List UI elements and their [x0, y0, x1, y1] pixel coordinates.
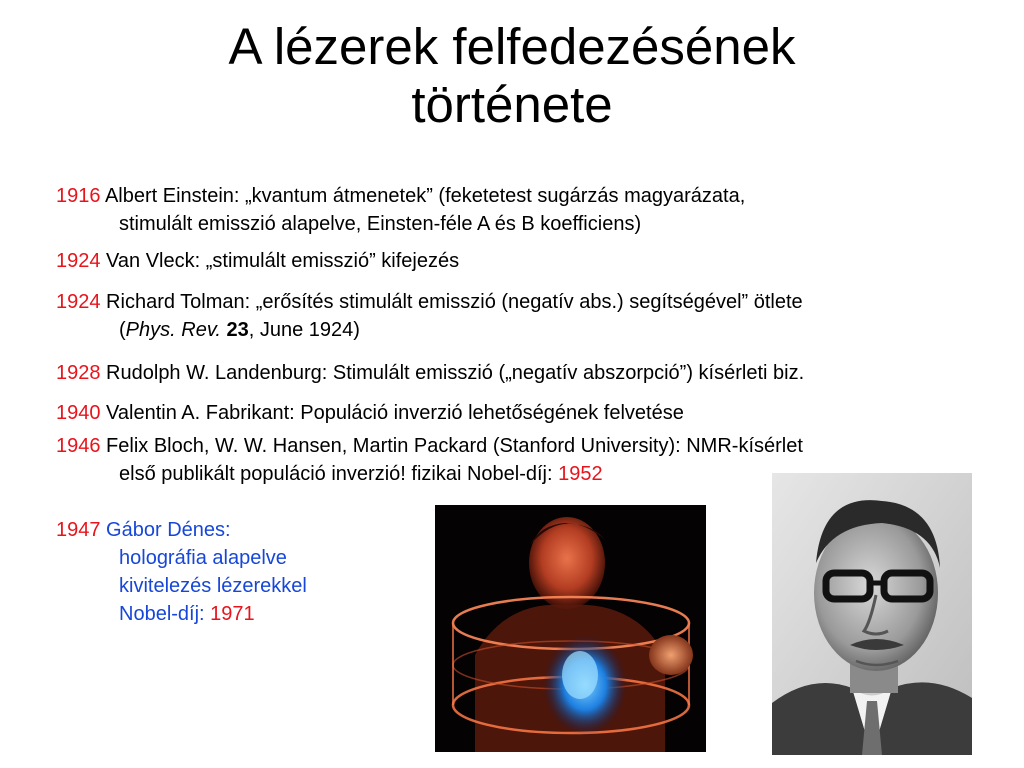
citation-journal: Phys. Rev.: [125, 319, 221, 341]
nobel-year: 1971: [210, 603, 255, 625]
gabor-line-lasers: kivitelezés lézerekkel: [119, 575, 307, 597]
entry-text: Valentin A. Fabrikant: Populáció inverzió lehetőségének felvetése: [100, 402, 684, 424]
entry-year: 1916: [56, 185, 101, 207]
entry-text: Van Vleck: „stimulált emisszió” kifejezés: [100, 250, 460, 272]
gabor-name: Gábor Dénes:: [100, 519, 231, 541]
portrait-illustration: [772, 473, 972, 755]
entry-text-continued: [56, 316, 1016, 344]
entry-1947-gabor: [56, 516, 307, 628]
nobel-label: Nobel-díj:: [119, 603, 211, 625]
entry-1940: [56, 399, 1016, 427]
entry-year: 1947: [56, 519, 101, 541]
entry-year: 1940: [56, 402, 101, 424]
entry-text: Felix Bloch, W. W. Hansen, Martin Packard (Stanford University): NMR-kísérlet: [100, 435, 803, 457]
nobel-label: első publikált populáció inverzió! fizikai Nobel-díj:: [119, 463, 559, 485]
entry-year: 1946: [56, 435, 101, 457]
page-title: [0, 18, 1024, 134]
entry-1924-vanvleck: [56, 247, 1016, 275]
entry-year: 1924: [56, 250, 101, 272]
citation-open: (: [119, 319, 126, 341]
entry-text-continued: stimulált emisszió alapelve, Einsten-féle A és B koefficiens): [119, 213, 642, 235]
gabor-line-holography: holográfia alapelve: [119, 547, 287, 569]
entry-year: 1924: [56, 291, 101, 313]
entry-text: Richard Tolman: „erősítés stimulált emisszió (negatív abs.) segítségével” ötlete: [100, 291, 803, 313]
hologram-illustration: [435, 505, 706, 752]
title-line-1: A lézerek felfedezésének: [228, 18, 796, 75]
entry-1924-tolman: [56, 288, 1016, 344]
title-line-2: története: [411, 76, 613, 133]
entry-text: Rudolph W. Landenburg: Stimulált emisszió („negatív abszorpció”) kísérleti biz.: [100, 362, 805, 384]
gabor-denes-portrait: [772, 473, 972, 755]
citation-date: , June 1924): [248, 319, 360, 341]
entry-1916: [56, 182, 1016, 238]
entry-text: Albert Einstein: „kvantum átmenetek” (feketetest sugárzás magyarázata,: [100, 185, 746, 207]
entry-year: 1928: [56, 362, 101, 384]
entry-1928: [56, 359, 1016, 387]
gabor-nobel: [56, 600, 307, 628]
citation-volume: 23: [226, 319, 249, 341]
hologram-photo: [435, 505, 706, 752]
nobel-year: 1952: [558, 463, 603, 485]
